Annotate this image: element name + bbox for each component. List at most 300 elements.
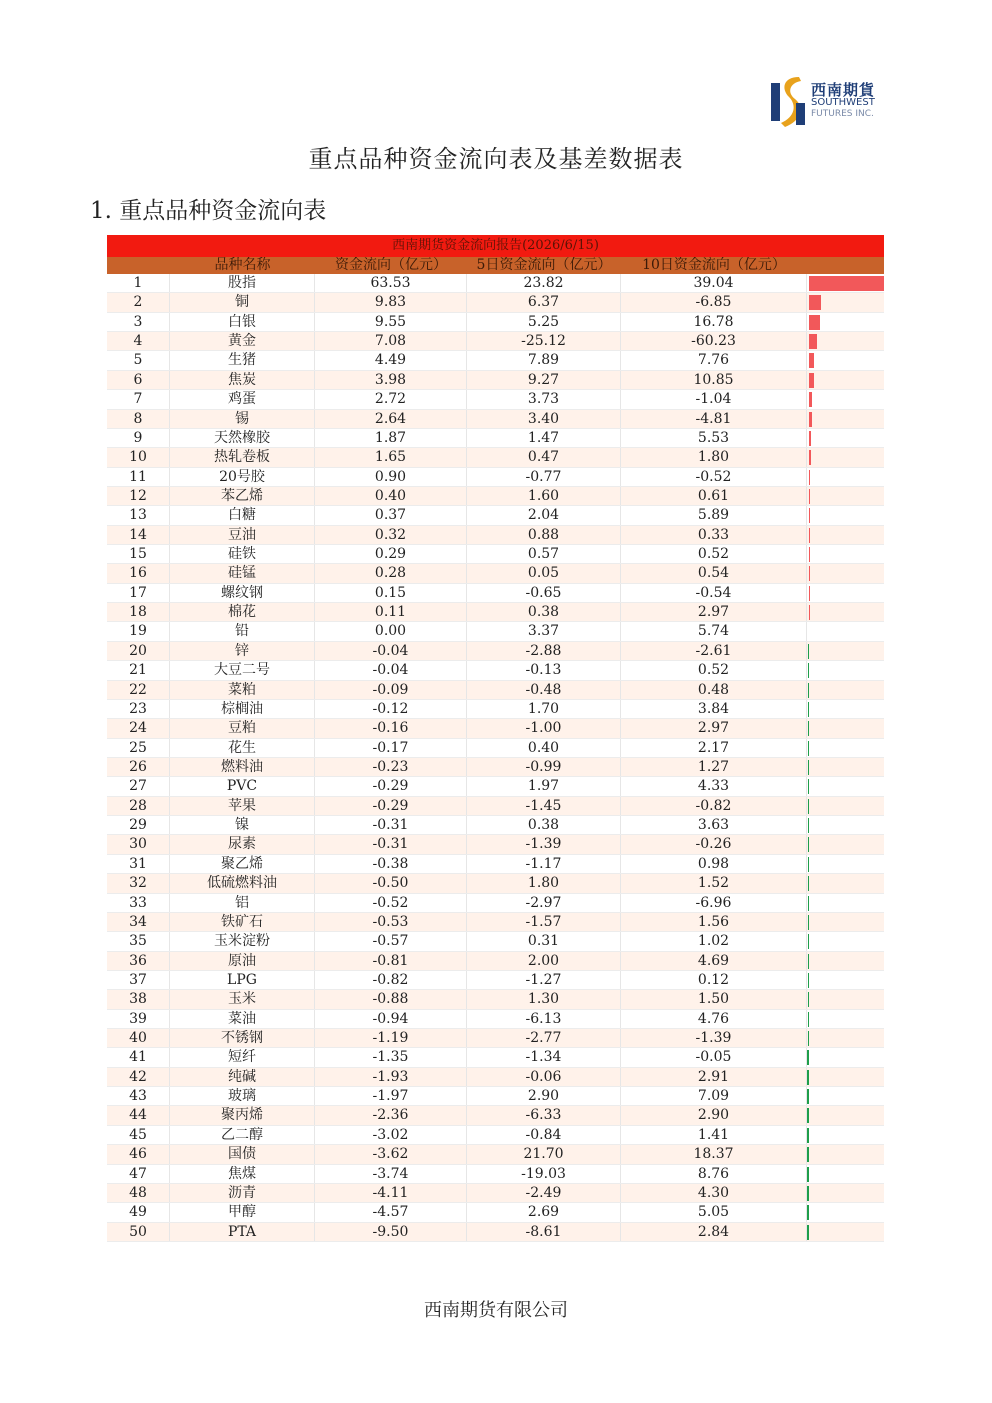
- row-flow: -0.82: [315, 971, 467, 989]
- table-row: [107, 545, 884, 564]
- flow-bar: [807, 1225, 809, 1240]
- row-flow: 9.83: [315, 293, 467, 311]
- row-index: 47: [107, 1165, 170, 1183]
- flow-bar: [808, 683, 809, 698]
- flow-bar: [808, 1031, 809, 1046]
- row-flow-5d: 1.30: [467, 990, 621, 1008]
- table-body: [107, 274, 884, 1242]
- flow-bar: [809, 489, 810, 504]
- row-flow-10d: 1.02: [621, 932, 807, 950]
- row-flow-bar-cell: [807, 1068, 884, 1086]
- row-flow-5d: -6.33: [467, 1106, 621, 1124]
- row-flow-5d: -1.27: [467, 971, 621, 989]
- row-flow-10d: 4.76: [621, 1010, 807, 1028]
- row-index: 4: [107, 332, 170, 350]
- row-index: 27: [107, 777, 170, 795]
- row-flow-bar-cell: [807, 390, 884, 408]
- row-flow: -0.94: [315, 1010, 467, 1028]
- row-flow-bar-cell: [807, 661, 884, 679]
- row-variety: 锡: [170, 410, 315, 428]
- row-flow-10d: 7.76: [621, 351, 807, 369]
- row-flow-bar-cell: [807, 410, 884, 428]
- row-flow-10d: 10.85: [621, 371, 807, 389]
- row-flow-5d: -0.99: [467, 758, 621, 776]
- flow-bar: [809, 586, 810, 601]
- row-flow-5d: 3.37: [467, 622, 621, 640]
- table-row: [107, 932, 884, 951]
- flow-bar: [808, 992, 809, 1007]
- table-row: [107, 835, 884, 854]
- flow-bar: [808, 973, 809, 988]
- row-flow: 0.40: [315, 487, 467, 505]
- table-row: [107, 758, 884, 777]
- row-flow-5d: -25.12: [467, 332, 621, 350]
- row-variety: 纯碱: [170, 1068, 315, 1086]
- flow-bar: [807, 1186, 809, 1201]
- row-flow: -0.04: [315, 661, 467, 679]
- row-variety: PVC: [170, 777, 315, 795]
- row-flow: -0.09: [315, 681, 467, 699]
- row-flow: -1.93: [315, 1068, 467, 1086]
- flow-bar: [809, 276, 884, 291]
- row-index: 9: [107, 429, 170, 447]
- row-variety: 菜粕: [170, 681, 315, 699]
- row-index: 35: [107, 932, 170, 950]
- row-flow-bar-cell: [807, 874, 884, 892]
- flow-bar: [809, 392, 812, 407]
- row-flow-bar-cell: [807, 642, 884, 660]
- row-variety: 苹果: [170, 797, 315, 815]
- row-flow-5d: 9.27: [467, 371, 621, 389]
- row-flow-bar-cell: [807, 1029, 884, 1047]
- row-index: 2: [107, 293, 170, 311]
- row-index: 36: [107, 952, 170, 970]
- row-index: 29: [107, 816, 170, 834]
- flow-bar: [809, 470, 810, 485]
- row-index: 46: [107, 1145, 170, 1163]
- row-variety: 尿素: [170, 835, 315, 853]
- flow-bar: [808, 663, 809, 678]
- flow-bar: [808, 779, 809, 794]
- row-index: 37: [107, 971, 170, 989]
- header-bar: [807, 257, 884, 274]
- row-flow-10d: -6.85: [621, 293, 807, 311]
- row-flow: -4.57: [315, 1203, 467, 1221]
- row-flow-bar-cell: [807, 681, 884, 699]
- table-row: [107, 855, 884, 874]
- logo-english-suffix: FUTURES INC.: [811, 109, 874, 119]
- row-index: 32: [107, 874, 170, 892]
- row-flow-bar-cell: [807, 1145, 884, 1163]
- row-flow-10d: 4.69: [621, 952, 807, 970]
- table-row: [107, 719, 884, 738]
- row-flow-5d: 21.70: [467, 1145, 621, 1163]
- row-flow-bar-cell: [807, 584, 884, 602]
- row-flow-10d: -0.82: [621, 797, 807, 815]
- row-variety: 铁矿石: [170, 913, 315, 931]
- row-flow: -0.81: [315, 952, 467, 970]
- flow-bar: [809, 566, 810, 581]
- row-flow: 2.72: [315, 390, 467, 408]
- row-variety: 玻璃: [170, 1087, 315, 1105]
- row-flow-10d: -1.04: [621, 390, 807, 408]
- row-flow-10d: 8.76: [621, 1165, 807, 1183]
- row-flow-bar-cell: [807, 293, 884, 311]
- row-index: 19: [107, 622, 170, 640]
- row-index: 20: [107, 642, 170, 660]
- row-variety: 热轧卷板: [170, 448, 315, 466]
- row-variety: 不锈钢: [170, 1029, 315, 1047]
- flow-bar: [809, 334, 817, 349]
- row-index: 44: [107, 1106, 170, 1124]
- row-flow-bar-cell: [807, 700, 884, 718]
- row-flow: -0.23: [315, 758, 467, 776]
- row-flow-5d: 1.60: [467, 487, 621, 505]
- row-variety: 白糖: [170, 506, 315, 524]
- table-row: [107, 894, 884, 913]
- row-flow-bar-cell: [807, 932, 884, 950]
- row-index: 16: [107, 564, 170, 582]
- row-flow-10d: 16.78: [621, 313, 807, 331]
- row-flow: 63.53: [315, 274, 467, 292]
- table-row: [107, 468, 884, 487]
- flow-bar: [809, 431, 811, 446]
- row-variety: 螺纹钢: [170, 584, 315, 602]
- row-flow-10d: 1.52: [621, 874, 807, 892]
- row-flow-10d: 0.33: [621, 526, 807, 544]
- row-variety: 白银: [170, 313, 315, 331]
- row-index: 15: [107, 545, 170, 563]
- row-flow: -1.35: [315, 1048, 467, 1066]
- row-flow: -0.52: [315, 894, 467, 912]
- flow-bar: [807, 1108, 809, 1123]
- flow-bar: [808, 644, 809, 659]
- row-flow-10d: -6.96: [621, 894, 807, 912]
- row-flow-10d: 1.80: [621, 448, 807, 466]
- row-flow-bar-cell: [807, 371, 884, 389]
- table-row: [107, 293, 884, 312]
- row-flow-10d: 4.30: [621, 1184, 807, 1202]
- row-flow-5d: 2.00: [467, 952, 621, 970]
- row-flow-5d: 1.70: [467, 700, 621, 718]
- table-row: [107, 661, 884, 680]
- row-flow-10d: -0.26: [621, 835, 807, 853]
- row-flow: -0.57: [315, 932, 467, 950]
- table-row: [107, 1184, 884, 1203]
- row-index: 26: [107, 758, 170, 776]
- document-title: 重点品种资金流向表及基差数据表: [308, 145, 684, 173]
- row-flow-10d: -0.05: [621, 1048, 807, 1066]
- row-variety: 硅铁: [170, 545, 315, 563]
- row-variety: 棉花: [170, 603, 315, 621]
- row-flow-5d: 0.57: [467, 545, 621, 563]
- row-variety: 生猪: [170, 351, 315, 369]
- row-flow-bar-cell: [807, 313, 884, 331]
- row-index: 45: [107, 1126, 170, 1144]
- row-index: 50: [107, 1223, 170, 1241]
- flow-bar: [808, 896, 809, 911]
- row-flow-10d: 5.74: [621, 622, 807, 640]
- row-variety: 棕榈油: [170, 700, 315, 718]
- row-flow-10d: 4.33: [621, 777, 807, 795]
- row-variety: 股指: [170, 274, 315, 292]
- flow-bar: [809, 605, 810, 620]
- row-flow: 0.11: [315, 603, 467, 621]
- row-flow-10d: 2.97: [621, 603, 807, 621]
- row-variety: 大豆二号: [170, 661, 315, 679]
- table-row: [107, 487, 884, 506]
- table-row: [107, 777, 884, 796]
- row-flow-bar-cell: [807, 816, 884, 834]
- table-row: [107, 1087, 884, 1106]
- table-row: [107, 564, 884, 583]
- row-flow: -0.88: [315, 990, 467, 1008]
- row-flow-5d: -1.34: [467, 1048, 621, 1066]
- row-flow-bar-cell: [807, 894, 884, 912]
- row-index: 42: [107, 1068, 170, 1086]
- table-row: [107, 313, 884, 332]
- flow-bar: [808, 876, 809, 891]
- flow-bar: [807, 1089, 809, 1104]
- row-flow: -3.74: [315, 1165, 467, 1183]
- row-flow: -0.50: [315, 874, 467, 892]
- header-flow: 资金流向（亿元）: [335, 257, 447, 273]
- row-flow: -4.11: [315, 1184, 467, 1202]
- row-index: 30: [107, 835, 170, 853]
- row-index: 25: [107, 739, 170, 757]
- flow-bar: [809, 508, 810, 523]
- row-flow-10d: 5.89: [621, 506, 807, 524]
- row-flow-10d: 39.04: [621, 274, 807, 292]
- table-row: [107, 642, 884, 661]
- row-flow-5d: -1.17: [467, 855, 621, 873]
- row-flow: 4.49: [315, 351, 467, 369]
- header-index: [107, 257, 170, 274]
- header-flow-5d: 5日资金流向（亿元）: [476, 257, 612, 273]
- flow-bar: [807, 1147, 809, 1162]
- row-flow-10d: -1.39: [621, 1029, 807, 1047]
- row-index: 13: [107, 506, 170, 524]
- row-flow-bar-cell: [807, 506, 884, 524]
- row-flow-bar-cell: [807, 1223, 884, 1241]
- flow-bar: [808, 760, 809, 775]
- row-flow: 9.55: [315, 313, 467, 331]
- table-row: [107, 1106, 884, 1125]
- row-flow-5d: -1.39: [467, 835, 621, 853]
- row-flow: 0.32: [315, 526, 467, 544]
- row-flow-5d: -2.97: [467, 894, 621, 912]
- row-flow-bar-cell: [807, 351, 884, 369]
- row-flow-10d: 2.91: [621, 1068, 807, 1086]
- row-flow-10d: 1.56: [621, 913, 807, 931]
- table-row: [107, 681, 884, 700]
- row-flow-bar-cell: [807, 429, 884, 447]
- row-flow-bar-cell: [807, 719, 884, 737]
- row-flow-bar-cell: [807, 603, 884, 621]
- row-variety: 玉米: [170, 990, 315, 1008]
- row-index: 14: [107, 526, 170, 544]
- row-flow-10d: 2.17: [621, 739, 807, 757]
- row-index: 43: [107, 1087, 170, 1105]
- row-flow-10d: -4.81: [621, 410, 807, 428]
- flow-bar: [808, 721, 809, 736]
- row-flow: 0.37: [315, 506, 467, 524]
- row-flow-10d: 0.12: [621, 971, 807, 989]
- row-flow-10d: -2.61: [621, 642, 807, 660]
- row-flow: 7.08: [315, 332, 467, 350]
- row-index: 3: [107, 313, 170, 331]
- row-flow-5d: -2.88: [467, 642, 621, 660]
- flow-bar: [807, 1070, 809, 1085]
- table-row: [107, 448, 884, 467]
- row-flow-5d: -0.65: [467, 584, 621, 602]
- row-flow: -1.97: [315, 1087, 467, 1105]
- row-index: 39: [107, 1010, 170, 1028]
- row-variety: 燃料油: [170, 758, 315, 776]
- table-row: [107, 1145, 884, 1164]
- row-variety: LPG: [170, 971, 315, 989]
- row-variety: 硅锰: [170, 564, 315, 582]
- row-flow-5d: 7.89: [467, 351, 621, 369]
- row-index: 24: [107, 719, 170, 737]
- table-row: [107, 603, 884, 622]
- table-row: [107, 1010, 884, 1029]
- row-flow-10d: 1.50: [621, 990, 807, 1008]
- row-flow-bar-cell: [807, 797, 884, 815]
- flow-bar: [809, 295, 821, 310]
- row-flow-bar-cell: [807, 971, 884, 989]
- flow-bar: [808, 934, 809, 949]
- row-flow-10d: 5.53: [621, 429, 807, 447]
- row-flow-10d: -60.23: [621, 332, 807, 350]
- row-flow-10d: 5.05: [621, 1203, 807, 1221]
- flow-bar: [808, 954, 809, 969]
- flow-bar: [807, 1167, 809, 1182]
- row-flow-5d: -1.57: [467, 913, 621, 931]
- row-variety: 玉米淀粉: [170, 932, 315, 950]
- row-flow-bar-cell: [807, 448, 884, 466]
- row-index: 6: [107, 371, 170, 389]
- row-index: 21: [107, 661, 170, 679]
- flow-bar: [809, 528, 810, 543]
- table-row: [107, 622, 884, 641]
- flow-bar: [808, 741, 809, 756]
- row-flow-bar-cell: [807, 1010, 884, 1028]
- flow-bar: [807, 1050, 809, 1065]
- fund-flow-table: [107, 235, 884, 1242]
- row-variety: 国债: [170, 1145, 315, 1163]
- row-flow-5d: 0.38: [467, 603, 621, 621]
- row-variety: 铝: [170, 894, 315, 912]
- row-variety: 沥青: [170, 1184, 315, 1202]
- row-flow-bar-cell: [807, 1165, 884, 1183]
- row-flow-5d: 3.40: [467, 410, 621, 428]
- row-index: 48: [107, 1184, 170, 1202]
- row-flow-5d: -2.49: [467, 1184, 621, 1202]
- row-index: 49: [107, 1203, 170, 1221]
- row-flow-bar-cell: [807, 1106, 884, 1124]
- footer-company: 西南期货有限公司: [424, 1300, 568, 1321]
- row-flow-5d: 0.05: [467, 564, 621, 582]
- row-index: 18: [107, 603, 170, 621]
- row-flow-5d: -0.06: [467, 1068, 621, 1086]
- row-flow: 0.29: [315, 545, 467, 563]
- row-flow: 1.87: [315, 429, 467, 447]
- row-index: 23: [107, 700, 170, 718]
- row-flow: -1.19: [315, 1029, 467, 1047]
- row-variety: 甲醇: [170, 1203, 315, 1221]
- table-row: [107, 1203, 884, 1222]
- row-index: 38: [107, 990, 170, 1008]
- row-flow-bar-cell: [807, 1087, 884, 1105]
- row-index: 10: [107, 448, 170, 466]
- table-row: [107, 274, 884, 293]
- table-row: [107, 874, 884, 893]
- flow-bar: [808, 857, 809, 872]
- table-row: [107, 526, 884, 545]
- row-flow-bar-cell: [807, 1203, 884, 1221]
- row-flow: -9.50: [315, 1223, 467, 1241]
- row-flow: -0.53: [315, 913, 467, 931]
- row-flow-10d: 3.63: [621, 816, 807, 834]
- row-flow-10d: 1.27: [621, 758, 807, 776]
- row-index: 34: [107, 913, 170, 931]
- row-flow-bar-cell: [807, 622, 884, 640]
- table-row: [107, 506, 884, 525]
- table-row: [107, 816, 884, 835]
- row-variety: 焦炭: [170, 371, 315, 389]
- row-flow-bar-cell: [807, 913, 884, 931]
- row-flow-bar-cell: [807, 1184, 884, 1202]
- row-flow-10d: 0.61: [621, 487, 807, 505]
- row-flow-bar-cell: [807, 990, 884, 1008]
- row-flow: -0.38: [315, 855, 467, 873]
- row-flow-5d: -6.13: [467, 1010, 621, 1028]
- table-row: [107, 410, 884, 429]
- row-variety: 乙二醇: [170, 1126, 315, 1144]
- flow-bar: [809, 450, 811, 465]
- row-flow-5d: 0.31: [467, 932, 621, 950]
- row-flow: 0.00: [315, 622, 467, 640]
- row-flow-bar-cell: [807, 468, 884, 486]
- row-flow-10d: -0.54: [621, 584, 807, 602]
- logo-chinese-name: 西南期貨: [811, 81, 876, 99]
- table-row: [107, 332, 884, 351]
- flow-bar: [809, 547, 810, 562]
- row-flow-5d: -0.13: [467, 661, 621, 679]
- row-flow: 3.98: [315, 371, 467, 389]
- table-row: [107, 952, 884, 971]
- row-flow: 2.64: [315, 410, 467, 428]
- row-variety: 聚乙烯: [170, 855, 315, 873]
- row-flow-5d: -19.03: [467, 1165, 621, 1183]
- row-flow: -2.36: [315, 1106, 467, 1124]
- row-variety: PTA: [170, 1223, 315, 1241]
- row-flow-bar-cell: [807, 739, 884, 757]
- row-flow-5d: 1.47: [467, 429, 621, 447]
- row-flow-5d: -8.61: [467, 1223, 621, 1241]
- row-flow-5d: 1.97: [467, 777, 621, 795]
- row-flow-10d: 0.48: [621, 681, 807, 699]
- row-flow-5d: 6.37: [467, 293, 621, 311]
- row-flow: -0.31: [315, 816, 467, 834]
- row-flow-5d: -2.77: [467, 1029, 621, 1047]
- row-flow-5d: -1.00: [467, 719, 621, 737]
- row-flow-5d: -0.48: [467, 681, 621, 699]
- row-index: 31: [107, 855, 170, 873]
- row-flow-bar-cell: [807, 777, 884, 795]
- flow-bar: [808, 702, 809, 717]
